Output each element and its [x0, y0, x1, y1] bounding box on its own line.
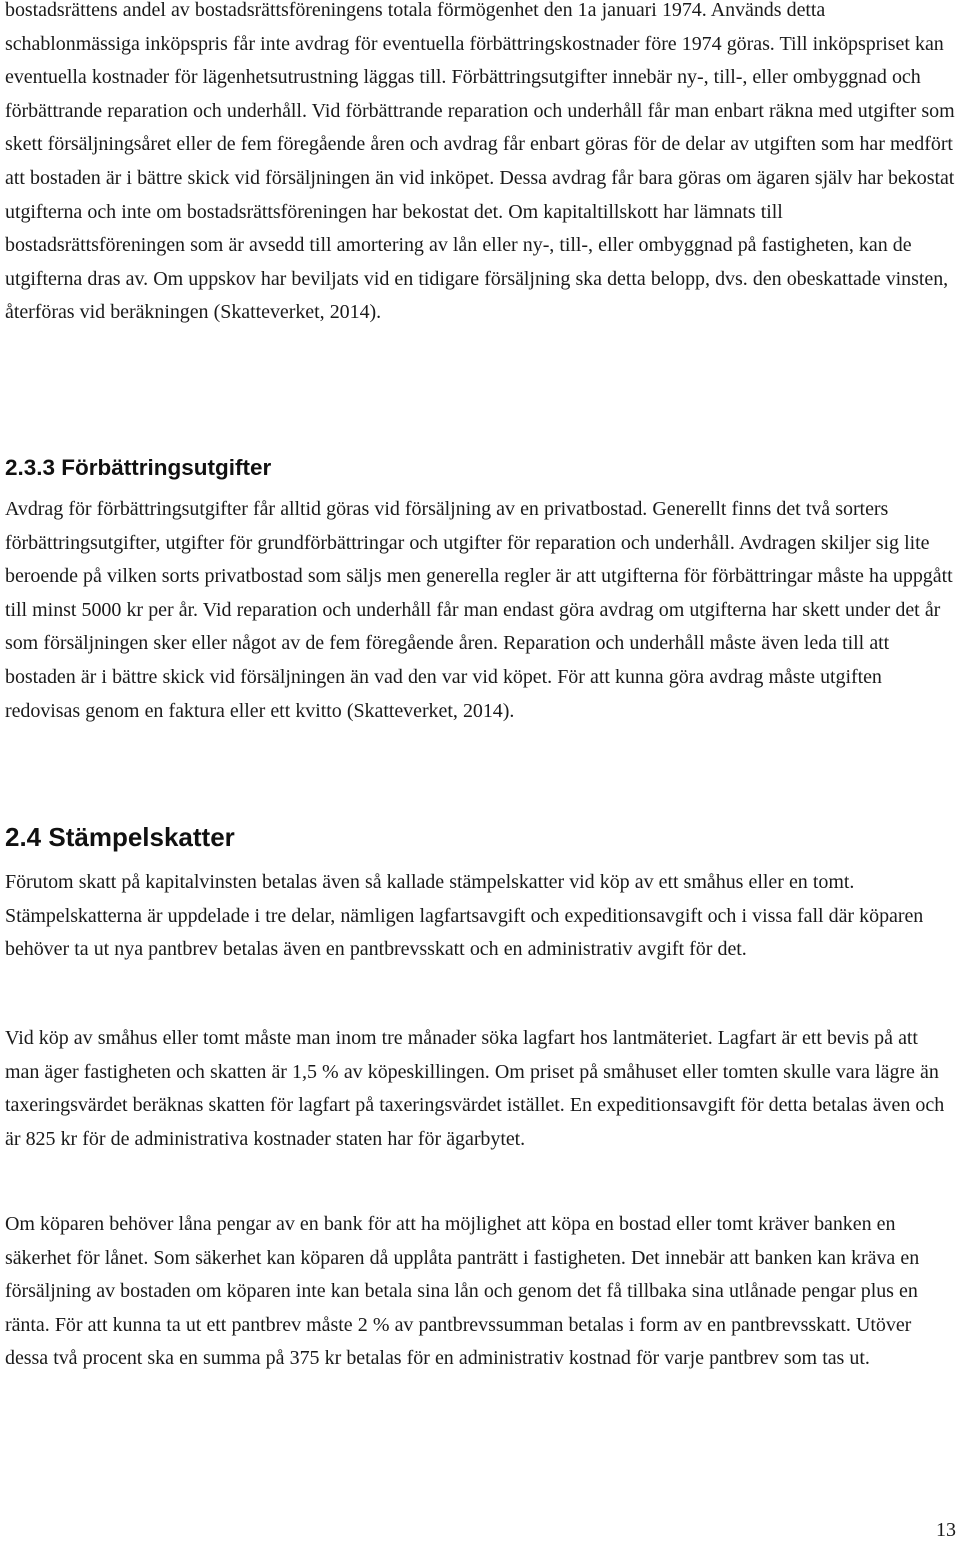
- body-paragraph: Förutom skatt på kapitalvinsten betalas även så kallade stämpelskatter vid köp av ett småhus eller en tomt. Stämpelskatterna är uppdelade i tre delar, nämligen lagfartsavgift och expeditionsavgift och i vissa fall där köparen behöver ta ut nya pantbrev betalas även en pantbrevsskatt och en administrativ avgift för det.: [5, 871, 924, 961]
- section-heading-2-4: 2.4 Stämpelskatter: [5, 822, 235, 852]
- body-paragraph: Vid köp av småhus eller tomt måste man inom tre månader söka lagfart hos lantmäteriet. Lagfart är ett bevis på att man äger fastigheten och skatten är 1,5 % av köpeskillingen. Om priset på småhuset eller tomten skulle vara lägre än taxeringsvärdet beräknas skatten för lagfart på taxeringsvärdet istället. En expeditionsavgift för detta betalas även och är 825 kr för de administrativa kostnader staten har för ägarbytet.: [5, 1027, 945, 1150]
- body-paragraph: Avdrag för förbättringsutgifter får alltid göras vid försäljning av en privatbostad. Generellt finns det två sorters förbättringsutgifter, utgifter för grundförbättringar och utgifter för reparation och underhåll. Avdragen skiljer sig lite beroende på vilken sorts privatbostad som säljs men generella regler är att utgifterna för förbättringar måste ha uppgått till minst 5000 kr per år. Vid reparation och underhåll får man endast göra avdrag om utgifterna har skett under det år som försäljningen sker eller något av de fem föregående åren. Reparation och underhåll måste även leda till att bostaden är i bättre skick vid försäljningen än vad den var vid köpet. För att kunna göra avdrag måste utgiften redovisas genom en faktura eller ett kvitto (Skatteverket, 2014).: [5, 498, 953, 722]
- body-paragraph: Om köparen behöver låna pengar av en bank för att ha möjlighet att köpa en bostad eller tomt kräver banken en säkerhet för lånet. Som säkerhet kan köparen då upplåta panträtt i fastigheten. Det innebär att banken kan kräva en försäljning av bostaden om köparen inte kan betala sina lån och genom det få tillbaka sina utlånade pengar plus en ränta. För att kunna ta ut ett pantbrev måste 2 % av pantbrevssumman betalas i form av en pantbrevsskatt. Utöver dessa två procent ska en summa på 375 kr betalas för en administrativ kostnad för varje pantbrev som tas ut.: [5, 1213, 920, 1370]
- body-paragraph: bostadsrättens andel av bostadsrättsföreningens totala förmögenhet den 1a januari 1974. Används detta schablonmässiga inköpspris får inte avdrag för eventuella förbättringskostnader före 1974 göras. Till inköpspriset kan eventuella kostnader för lägenhetsutrustning läggas till. Förbättringsutgifter innebär ny-, till-, eller ombyggnad och förbättrande reparation och underhåll. Vid förbättrande reparation och underhåll får man enbart räkna med utgifter som skett försäljningsåret eller de fem föregående åren och avdrag får enbart göras för de delar av utgiften som har medfört att bostaden är i bättre skick vid försäljningen än vid inköpet. Dessa avdrag får bara göras om ägaren själv har bekostat utgifterna och inte om bostadsrättsföreningen har bekostat det. Om kapitaltillskott har lämnats till bostadsrättsföreningen som är avsedd till amortering av lån eller ny-, till-, eller ombyggnad på fastigheten, kan de utgifterna dras av. Om uppskov har beviljats vid en tidigare försäljning ska detta belopp, dvs. den obeskattade vinsten, återföras vid beräkningen (Skatteverket, 2014).: [5, 0, 955, 324]
- page-number: 13: [936, 1519, 956, 1541]
- section-heading-2-3-3: 2.3.3 Förbättringsutgifter: [5, 455, 272, 480]
